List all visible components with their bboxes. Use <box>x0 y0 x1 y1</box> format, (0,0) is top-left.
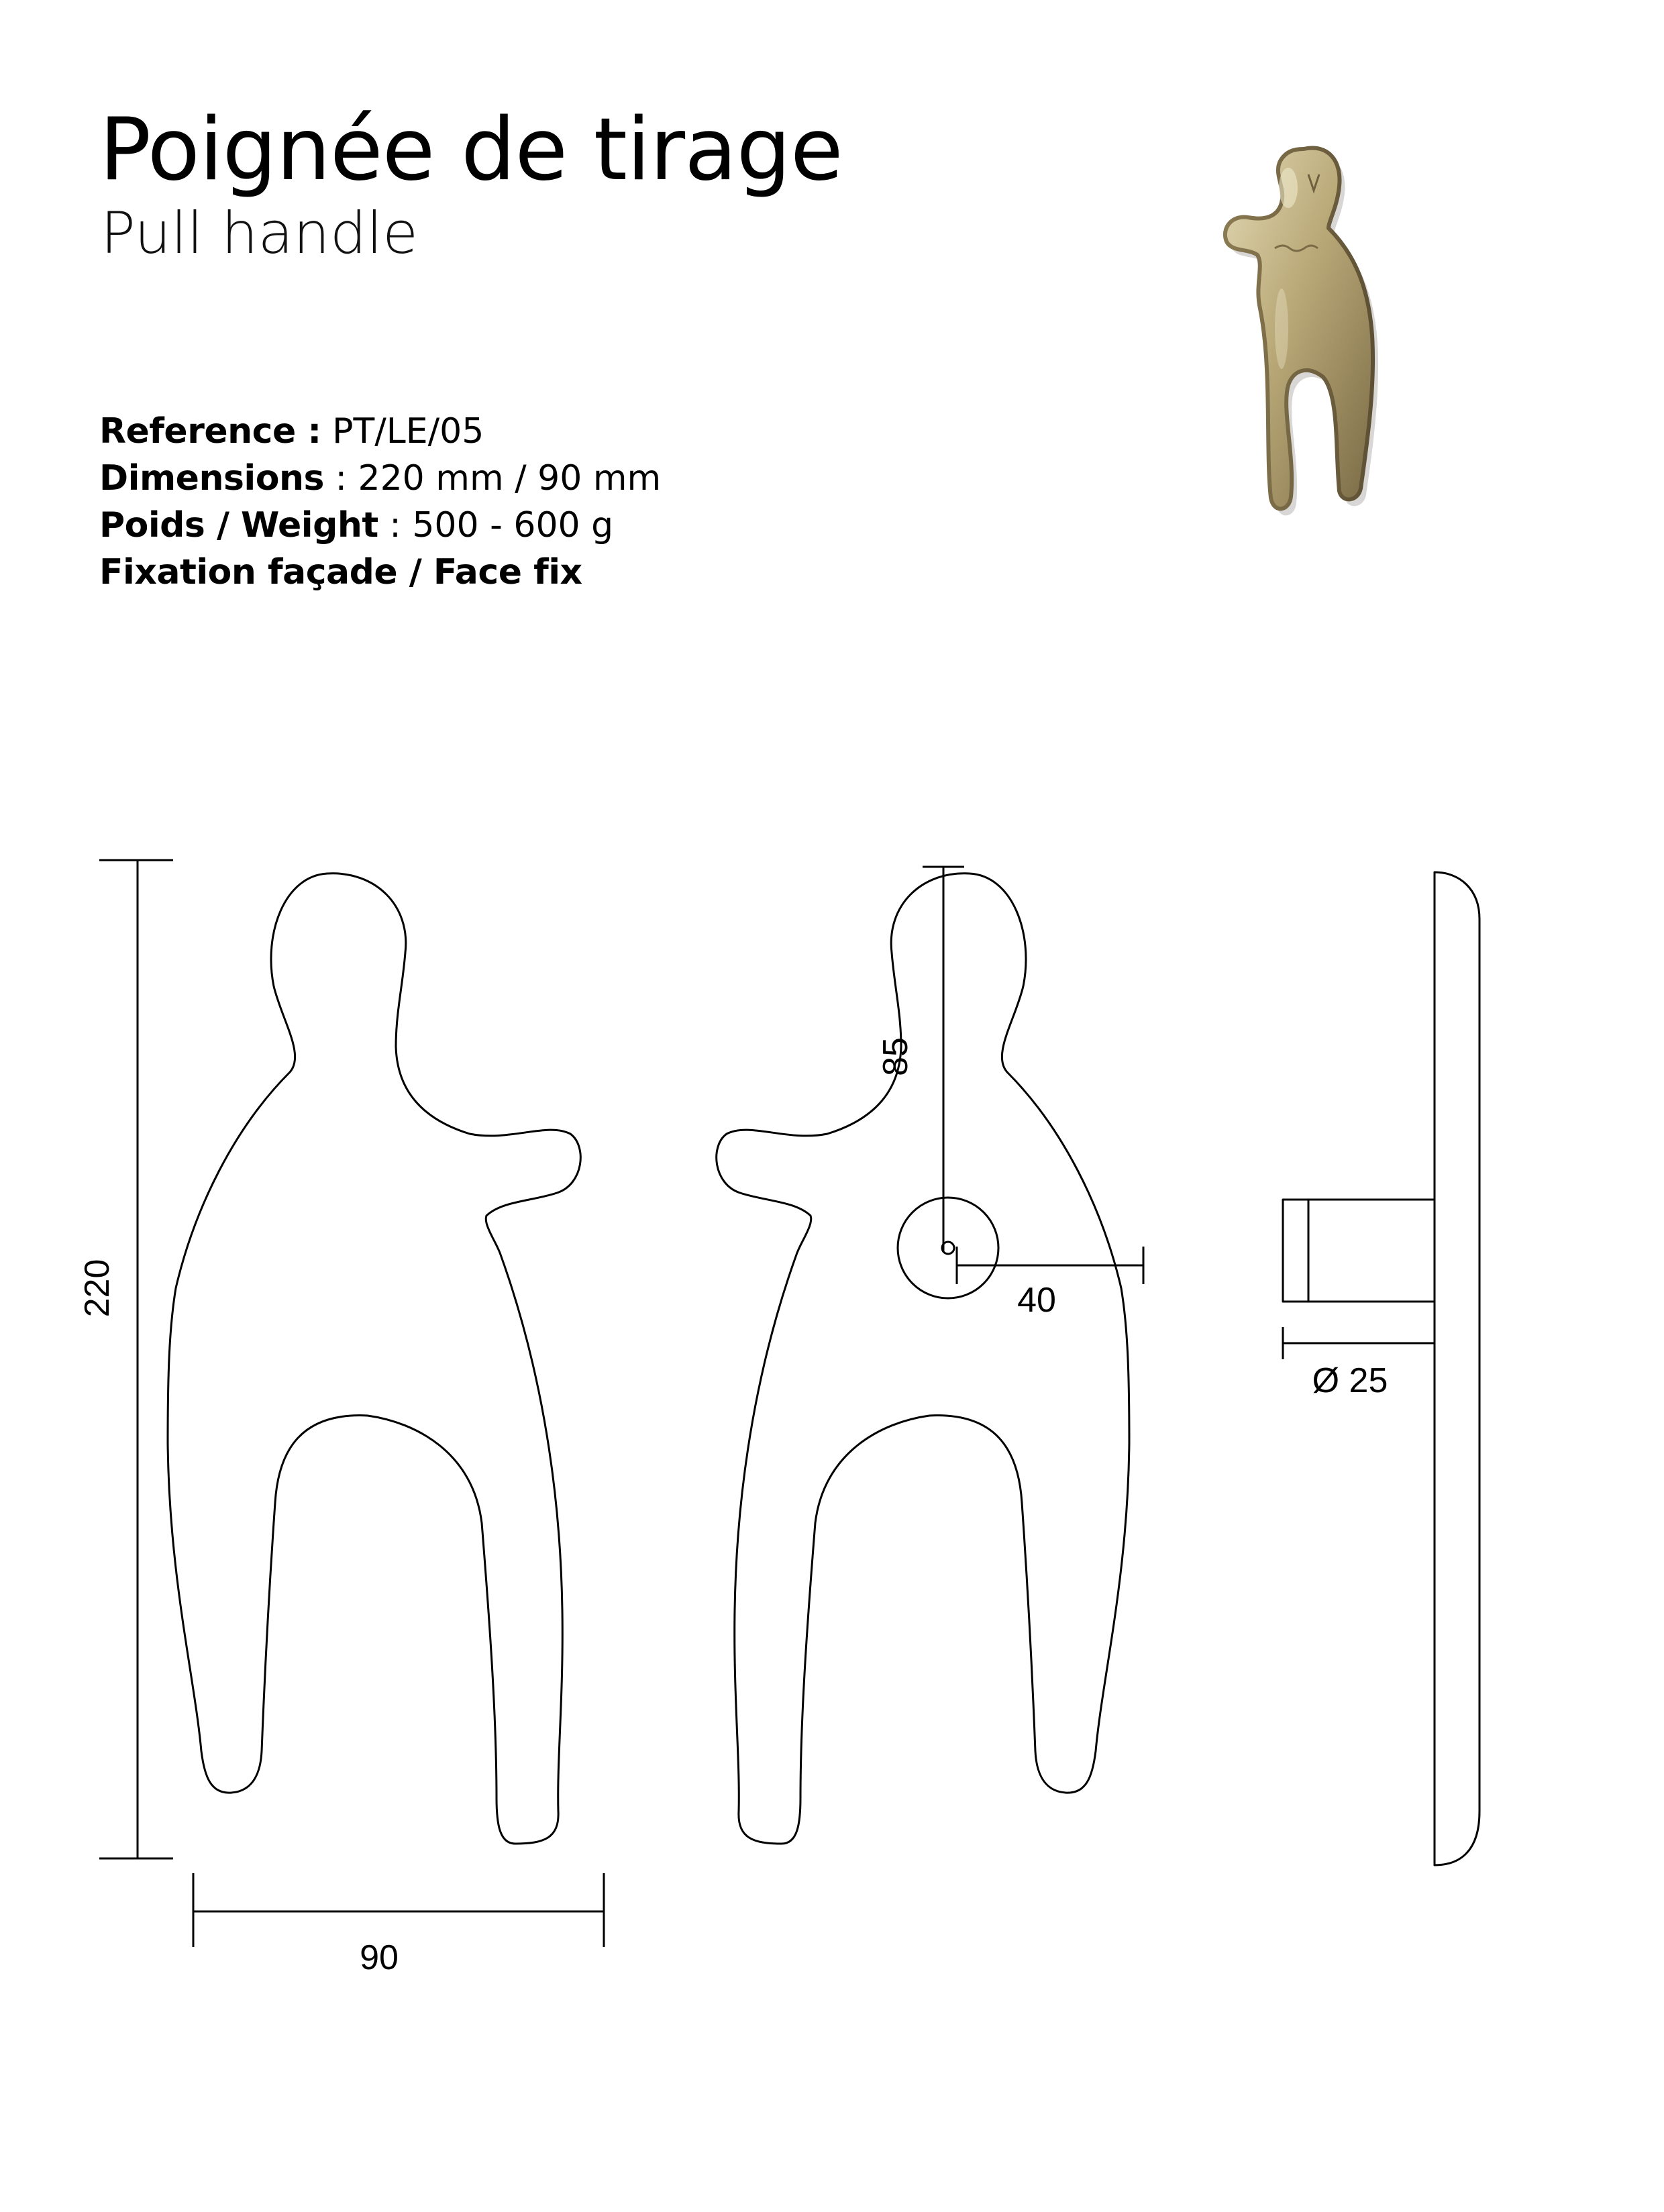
back-view-outline <box>717 874 1129 1844</box>
dim-diameter-label: Ø 25 <box>1312 1361 1388 1400</box>
dim-fix-height-label: 85 <box>876 1037 915 1076</box>
spec-dimensions-label: Dimensions <box>99 458 324 498</box>
front-view-outline <box>168 874 580 1844</box>
spec-dimensions-value: : 220 mm / 90 mm <box>323 458 662 498</box>
spec-weight-value: : 500 - 600 g <box>378 505 614 545</box>
spec-reference-label: Reference : <box>99 411 321 452</box>
fixing-boss-circle <box>898 1198 998 1298</box>
dim-width-label: 90 <box>360 1938 399 1977</box>
side-view-post <box>1283 1200 1435 1302</box>
spec-weight-label: Poids / Weight <box>99 505 378 545</box>
dim-height-label: 220 <box>78 1259 117 1318</box>
page-subtitle: Pull handle <box>101 200 419 267</box>
spec-reference-value: PT/LE/05 <box>321 411 484 452</box>
dim-fix-offset-label: 40 <box>1017 1281 1056 1320</box>
side-view-plate <box>1435 872 1479 1865</box>
page-title: Poignée de tirage <box>99 100 843 200</box>
spec-fixing-label: Fixation façade / Face fix <box>99 552 582 592</box>
